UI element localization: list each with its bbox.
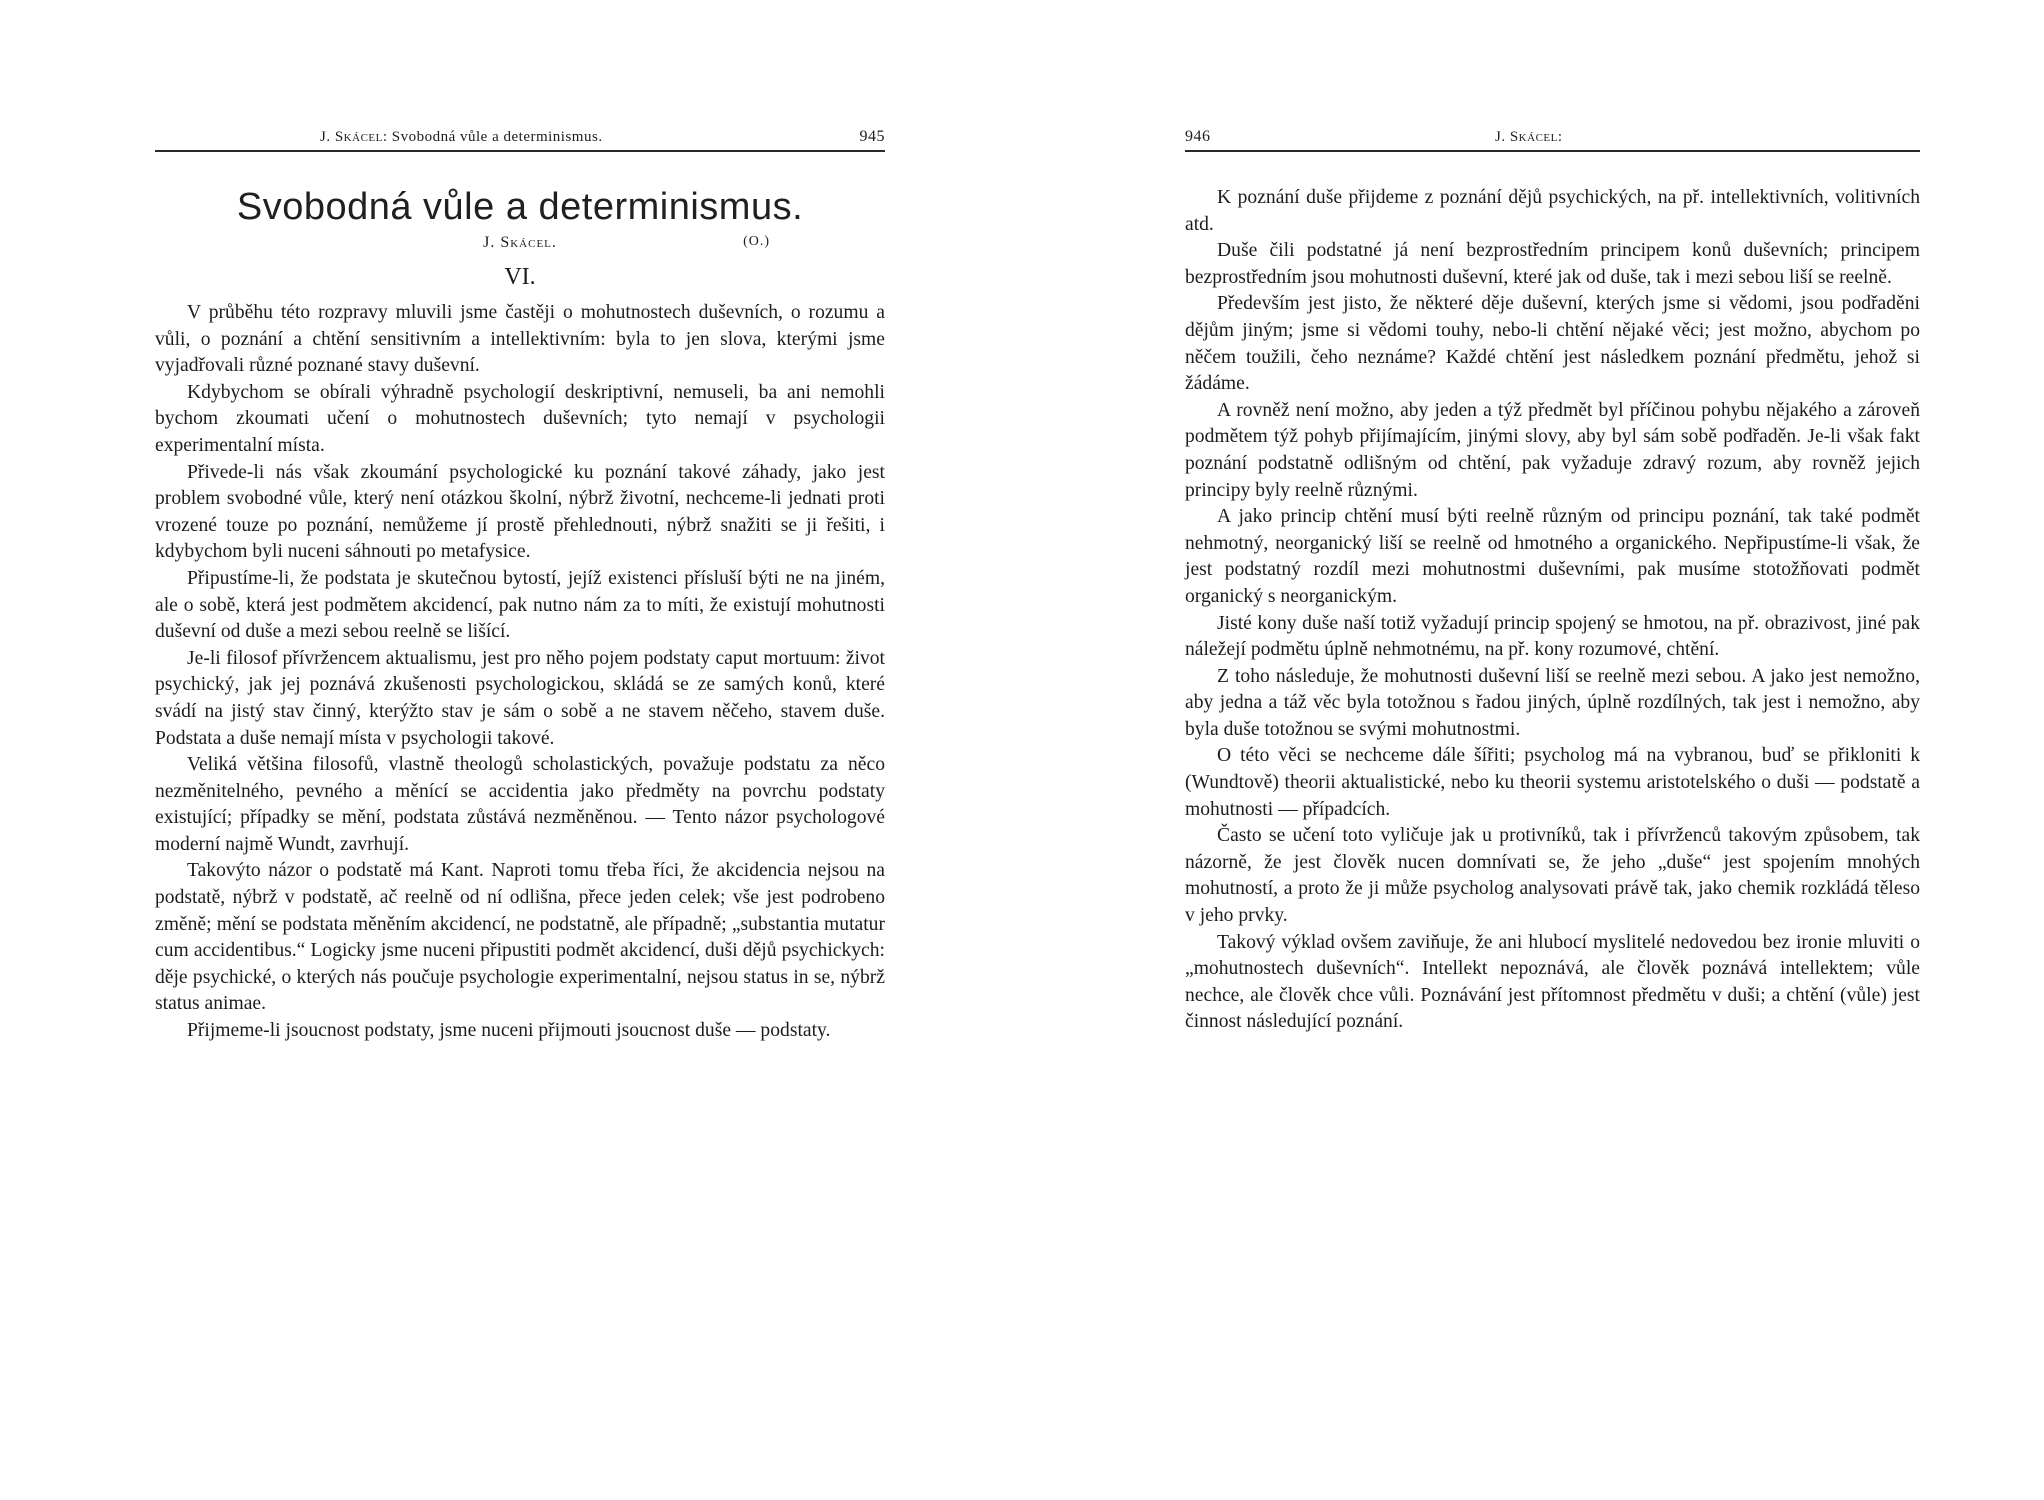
paragraph: Často se učení toto vyličuje jak u protivníků, tak i přívrženců takovým způsobem, tak názorně, že jest člověk nucen domnívati se, že jeho „duše“ jest spojením mnohých mohutností, a proto že ji může psycholog analysovati právě tak, jako chemik rozkládá těleso v jeho prvky. [1185,825,1920,927]
article-title: Svobodná vůle a determinismus. [236,186,804,228]
byline [155,234,885,252]
paragraph: K poznání duše přijdeme z poznání dějů psychických, na př. intellektivních, volitivních atd. [1185,187,1920,235]
section-number: VI. [504,264,536,290]
paragraph: A rovněž není možno, aby jeden a týž předmět byl příčinou pohybu nějakého a zároveň podmětem týž pohyb přijímajícím, jinými slovy, aby byl sám sobě podřaděn. Je-li však fakt poznání podstatně odlišným od chtění, pak vyžaduje zdravý rozum, aby rovněž jejich principy byly reelně různými. [1185,399,1920,501]
running-head-title: : Svobodná vůle a determinismus. [382,129,603,145]
running-head-title: : [1557,129,1563,145]
paragraph: O této věci se nechceme dále šířiti; psycholog má na vybranou, buď se přikloniti k (Wundtově) theorii aktualistické, nebo ku theorii systemu aristotelského o duši — podstatě a mohutnosti — případcích. [1185,745,1920,820]
page-number: 946 [1185,128,1211,145]
right-page [1185,0,1920,1500]
paragraph: Takovýto názor o podstatě má Kant. Naproti tomu třeba říci, že akcidencia nejsou na podstatě, nýbrž v podstatě, ač reelně od ní odlišna, přece jeden celek; vše jest podrobeno změně; mění se podstata měněním akcidencí, ne podstatně, ale případně; „substantia mutatur cum accidentibus.“ Logicky jsme nuceni připustiti podmět akcidencí, duši dějů psychickych: děje psychické, o kterých nás poučuje psychologie experimentalní, nejsou status in se, nýbrž status animae. [155,860,885,1015]
page-number: 945 [859,128,885,145]
paragraph: Přivede-li nás však zkoumání psychologické ku poznání takové záhady, jako jest problem svobodné vůle, který není otázkou školní, nýbrž životní, nechceme-li jednati proti vrozené touze po poznání, nemůžeme jí prostě přehlednouti, nýbrž snažiti se ji řešiti, i kdybychom byli nuceni sáhnouti po metafysice. [155,461,885,563]
article-author: J. Skácel. [483,234,557,251]
paragraph: A jako princip chtění musí býti reelně různým od principu poznání, tak také podmět nehmotný, neorganický liší se reelně od hmotného a organického. Nepřipustíme-li však, že jest podstatný rozdíl mezi mohutnostmi duševními, pak musíme stotožňovati podmět organický s neorganickým. [1185,506,1920,607]
running-head [155,124,885,152]
paragraph: Z toho následuje, že mohutnosti duševní liší se reelně mezi sebou. A jako jest nemožno, aby jedna a táž věc byla totožnou s řadou jiných, úplně rozdílných, tak jest i nemožno, aby byla duše totožnou se svými mohutnostmi. [1185,665,1920,740]
paragraph: Přijmeme-li jsoucnost podstaty, jsme nuceni přijmouti jsoucnost duše — podstaty. [187,1020,831,1042]
paragraph: Kdybychom se obírali výhradně psychologií deskriptivní, nemuseli, ba ani nemohli bychom zkoumati učení o mohutnostech duševních; tyto nemají v psychologii experimentalní místa. [155,381,885,456]
left-page [155,0,885,1500]
paragraph: Připustíme-li, že podstata je skutečnou bytostí, jejíž existenci přísluší býti ne na jiném, ale o sobě, která jest podmětem akcidencí, pak nutno nám za to míti, že existují mohutnosti duševní od duše a mezi sebou reelně se lišící. [155,567,885,643]
paragraph: Především jest jisto, že některé děje duševní, kterých jsme si vědomi, jsou podřaděni dějům jiným; jsme si vědomi touhy, nebo-li chtění nějaké věci; jest možno, abychom po něčem toužili, čeho neznáme? Každé chtění jest následkem poznání předmětu, jehož si žádáme. [1185,293,1920,395]
paragraph: Jisté kony duše naší totiž vyžadují princip spojený se hmotou, na př. obrazivost, jiné pak náležejí podmětu úplně nehmotnému, na př. kony rozumové, chtění. [1185,612,1920,661]
paragraph: Veliká většina filosofů, vlastně theologů scholastických, považuje podstatu za něco nezměnitelného, pevného a měnící se accidentia jako předměty na povrchu podstaty existující; případky se mění, podstata zůstává nezměněnou. — Tento názor psychologové moderní najmě Wundt, zavrhují. [155,754,885,855]
paragraph: Takový výklad ovšem zaviňuje, že ani hlubocí myslitelé nedovedou bez ironie mluviti o „mohutnostech duševních“. Intellekt nepoznává, ale člověk poznává intellektem; vůle nechce, ale člověk chce vůli. Poznávání jest přítomnost předmětu v duši; a chtění (vůle) jest činnost následující poznání. [1185,931,1920,1033]
running-head-author: J. Skácel [320,129,383,145]
running-head-author: J. Skácel [1495,129,1558,145]
left-body-text [155,300,885,1045]
paragraph: Je-li filosof přívržencem aktualismu, jest pro něho pojem podstaty caput mortuum: život psychický, jak jej poznává zkušenosti psychologickou, skládá se ze samých konů, které svádí na jistý stav činný, kterýžto stav je sám o sobě a ne stavem něčeho, stavem duše. Podstata a duše nemají místa v psychologii takové. [155,647,885,749]
paragraph: Duše čili podstatné já není bezprostředním principem konů duševních; principem bezprostředním jsou mohutnosti duševní, které jak od duše, tak i mezi sebou liší se reelně. [1185,240,1920,288]
article-mark: (O.) [743,234,770,249]
running-head [1185,124,1920,152]
right-body-text [1185,185,1920,1036]
paragraph: V průběhu této rozpravy mluvili jsme častěji o mohutnostech duševních, o rozumu a vůli, o poznání a chtění sensitivním a intellektivním: byla to jen slova, kterými jsme vyjadřovali různé poznané stavy duševní. [155,302,885,377]
